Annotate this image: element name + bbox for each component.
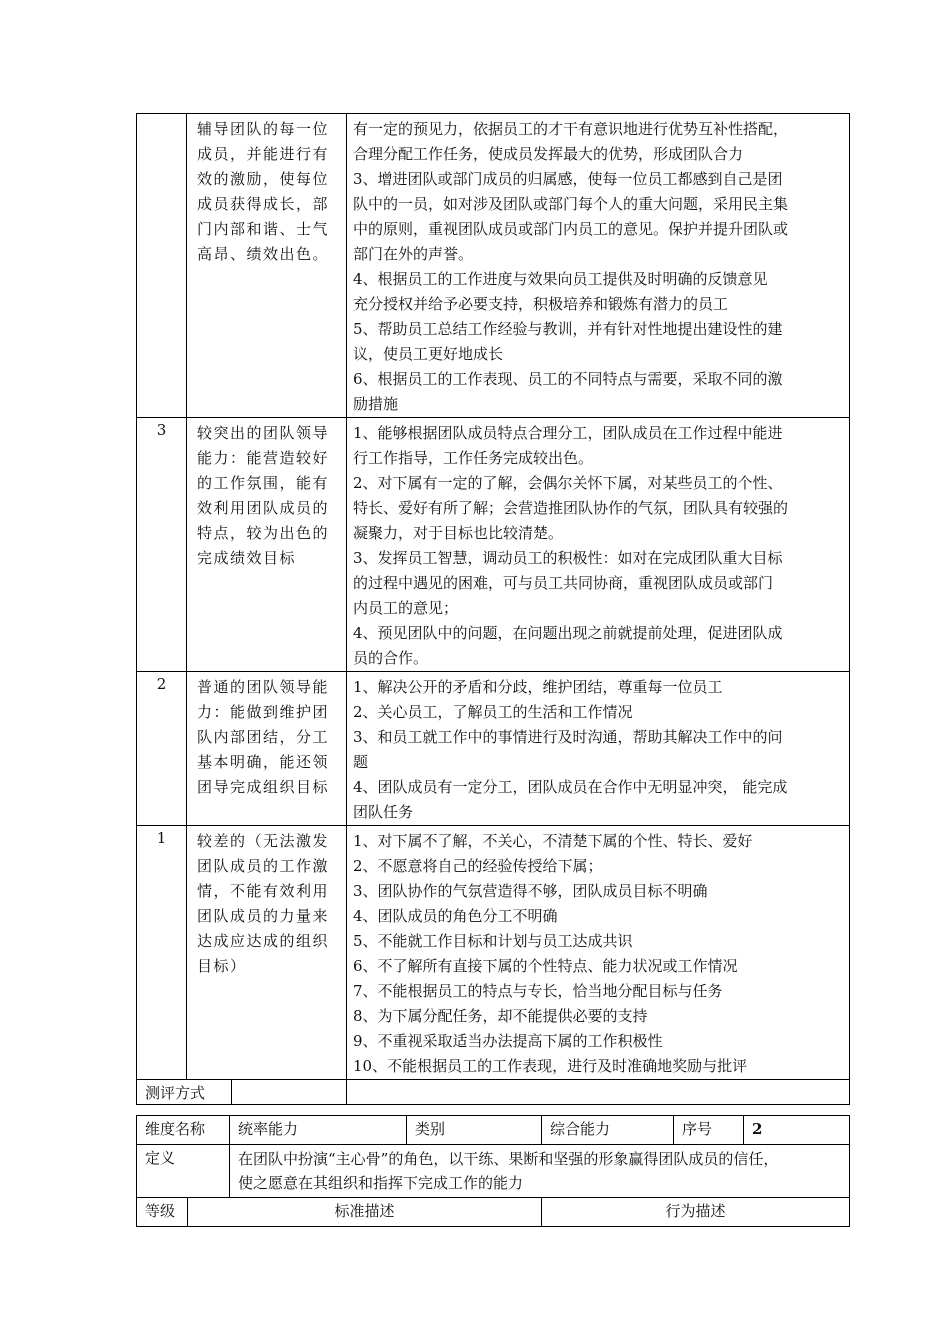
- behavior-line: 内员工的意见；: [353, 599, 459, 617]
- evaluation-method-value: [347, 1080, 850, 1105]
- behavior-line: 9、不重视采取适当办法提高下属的工作积极性: [353, 1032, 663, 1050]
- behavior-line: 中的原则，重视团队成员或部门内员工的意见。保护并提升团队或: [353, 220, 789, 238]
- competency-table-continued: [136, 113, 850, 1105]
- category-label: 类别: [407, 1116, 542, 1145]
- behavior-header: 行为描述: [542, 1198, 850, 1227]
- behavior-line: 3、发挥员工智慧，调动员工的积极性：如对在完成团队重大目标: [353, 549, 783, 567]
- behavior-line: 充分授权并给予必要支持，积极培养和锻炼有潜力的员工: [353, 295, 729, 313]
- behavior-line: 特长、爱好有所了解；会营造推团队协作的气氛，团队具有较强的: [353, 499, 789, 517]
- behavior-line: 1、解决公开的矛盾和分歧，维护团结，尊重每一位员工: [353, 678, 723, 696]
- dimension-name-value: 统率能力: [230, 1116, 407, 1145]
- level-number: 1: [137, 826, 187, 1080]
- behavior-line: 2、对下属有一定的了解，会偶尔关怀下属，对某些员工的个性、: [353, 474, 783, 492]
- standard-text: 辅导团队的每一位成员，并能进行有效的激励，使每位成员获得成长，部门内部和谐、士气高昂、绩效出色。: [197, 120, 330, 263]
- dimension-name-label: 维度名称: [137, 1116, 230, 1145]
- level-header: 等级: [137, 1198, 188, 1227]
- behavior-line: 的过程中遇见的困难，可与员工共同协商，重视团队成员或部门: [353, 574, 774, 592]
- competency-header-table: [136, 1115, 850, 1227]
- behavior-line: 3、和员工就工作中的事情进行及时沟通，帮助其解决工作中的问: [353, 728, 783, 746]
- standard-description: [187, 826, 347, 1080]
- sequence-value: 2: [744, 1116, 850, 1145]
- standard-text: 较突出的团队领导能力：能营造较好的工作氛围，能有效利用团队成员的特点，较为出色的完成绩效目标: [197, 424, 330, 567]
- level-number: [137, 114, 187, 418]
- behavior-line: 2、关心员工，了解员工的生活和工作情况: [353, 703, 633, 721]
- column-header-row: [137, 1198, 850, 1227]
- behavior-line: 合理分配工作任务，使成员发挥最大的优势，形成团队合力: [353, 145, 744, 163]
- level-row: [137, 114, 850, 418]
- behavior-line: 员的合作。: [353, 649, 429, 667]
- behavior-line: 3、增进团队或部门成员的归属感，使每一位员工都感到自己是团: [353, 170, 783, 188]
- dimension-row: [137, 1116, 850, 1145]
- behavior-line: 4、预见团队中的问题，在问题出现之前就提前处理，促进团队成: [353, 624, 783, 642]
- behavior-line: 行工作指导，工作任务完成较出色。: [353, 449, 594, 467]
- behavior-line: 5、帮助员工总结工作经验与教训，并有针对性地提出建设性的建: [353, 320, 783, 338]
- behavior-line: 7、不能根据员工的特点与专长，恰当地分配目标与任务: [353, 982, 723, 1000]
- behavior-line: 4、团队成员有一定分工，团队成员在合作中无明显冲突， 能完成: [353, 778, 788, 796]
- behavior-description: [347, 114, 850, 418]
- behavior-line: 2、不愿意将自己的经验传授给下属；: [353, 857, 603, 875]
- behavior-line: 议，使员工更好地成长: [353, 345, 504, 363]
- category-value: 综合能力: [542, 1116, 674, 1145]
- evaluation-method-label: 测评方式: [137, 1080, 232, 1104]
- level-row: [137, 418, 850, 672]
- definition-line: 使之愿意在其组织和指挥下完成工作的能力: [238, 1174, 524, 1192]
- behavior-line: 4、团队成员的角色分工不明确: [353, 907, 558, 925]
- level-row: [137, 826, 850, 1080]
- definition-row: [137, 1145, 850, 1198]
- behavior-line: 团队任务: [353, 803, 414, 821]
- behavior-line: 题: [353, 753, 369, 771]
- standard-text: 较差的（无法激发团队成员的工作激情，不能有效利用团队成员的力量来达成应达成的组织目标）: [197, 832, 330, 975]
- behavior-description: [347, 672, 850, 826]
- sequence-label: 序号: [674, 1116, 744, 1145]
- standard-text: 普通的团队领导能力：能做到维护团队内部团结，分工基本明确，能还领团导完成组织目标: [197, 678, 330, 796]
- standard-description: [187, 672, 347, 826]
- behavior-line: 部门在外的声誉。: [353, 245, 474, 263]
- behavior-line: 4、根据员工的工作进度与效果向员工提供及时明确的反馈意见: [353, 270, 768, 288]
- definition-line: 在团队中扮演“主心骨”的角色，以干练、果断和坚强的形象赢得团队成员的信任，: [238, 1150, 779, 1168]
- behavior-line: 6、根据员工的工作表现、员工的不同特点与需要，采取不同的激: [353, 370, 783, 388]
- level-number: 2: [137, 672, 187, 826]
- behavior-line: 5、不能就工作目标和计划与员工达成共识: [353, 932, 633, 950]
- behavior-description: [347, 418, 850, 672]
- behavior-line: 3、团队协作的气氛营造得不够，团队成员目标不明确: [353, 882, 708, 900]
- level-row: [137, 672, 850, 826]
- evaluation-method-row: [137, 1080, 850, 1105]
- level-number: 3: [137, 418, 187, 672]
- behavior-line: 励措施: [353, 395, 399, 413]
- definition-text: [230, 1145, 850, 1198]
- standard-description: [187, 418, 347, 672]
- standard-header: 标准描述: [188, 1198, 542, 1227]
- standard-description: [187, 114, 347, 418]
- behavior-line: 1、对下属不了解，不关心，不清楚下属的个性、特长、爱好: [353, 832, 753, 850]
- behavior-line: 6、不了解所有直接下属的个性特点、能力状况或工作情况: [353, 957, 738, 975]
- behavior-line: 有一定的预见力，依据员工的才干有意识地进行优势互补性搭配，: [353, 120, 789, 138]
- behavior-line: 队中的一员，如对涉及团队或部门每个人的重大问题，采用民主集: [353, 195, 789, 213]
- behavior-line: 10、不能根据员工的工作表现，进行及时准确地奖励与批评: [353, 1057, 748, 1075]
- behavior-line: 8、为下属分配任务，却不能提供必要的支持: [353, 1007, 648, 1025]
- behavior-line: 凝聚力，对于目标也比较清楚。: [353, 524, 564, 542]
- behavior-line: 1、能够根据团队成员特点合理分工，团队成员在工作过程中能进: [353, 424, 783, 442]
- definition-label: 定义: [137, 1145, 230, 1198]
- behavior-description: [347, 826, 850, 1080]
